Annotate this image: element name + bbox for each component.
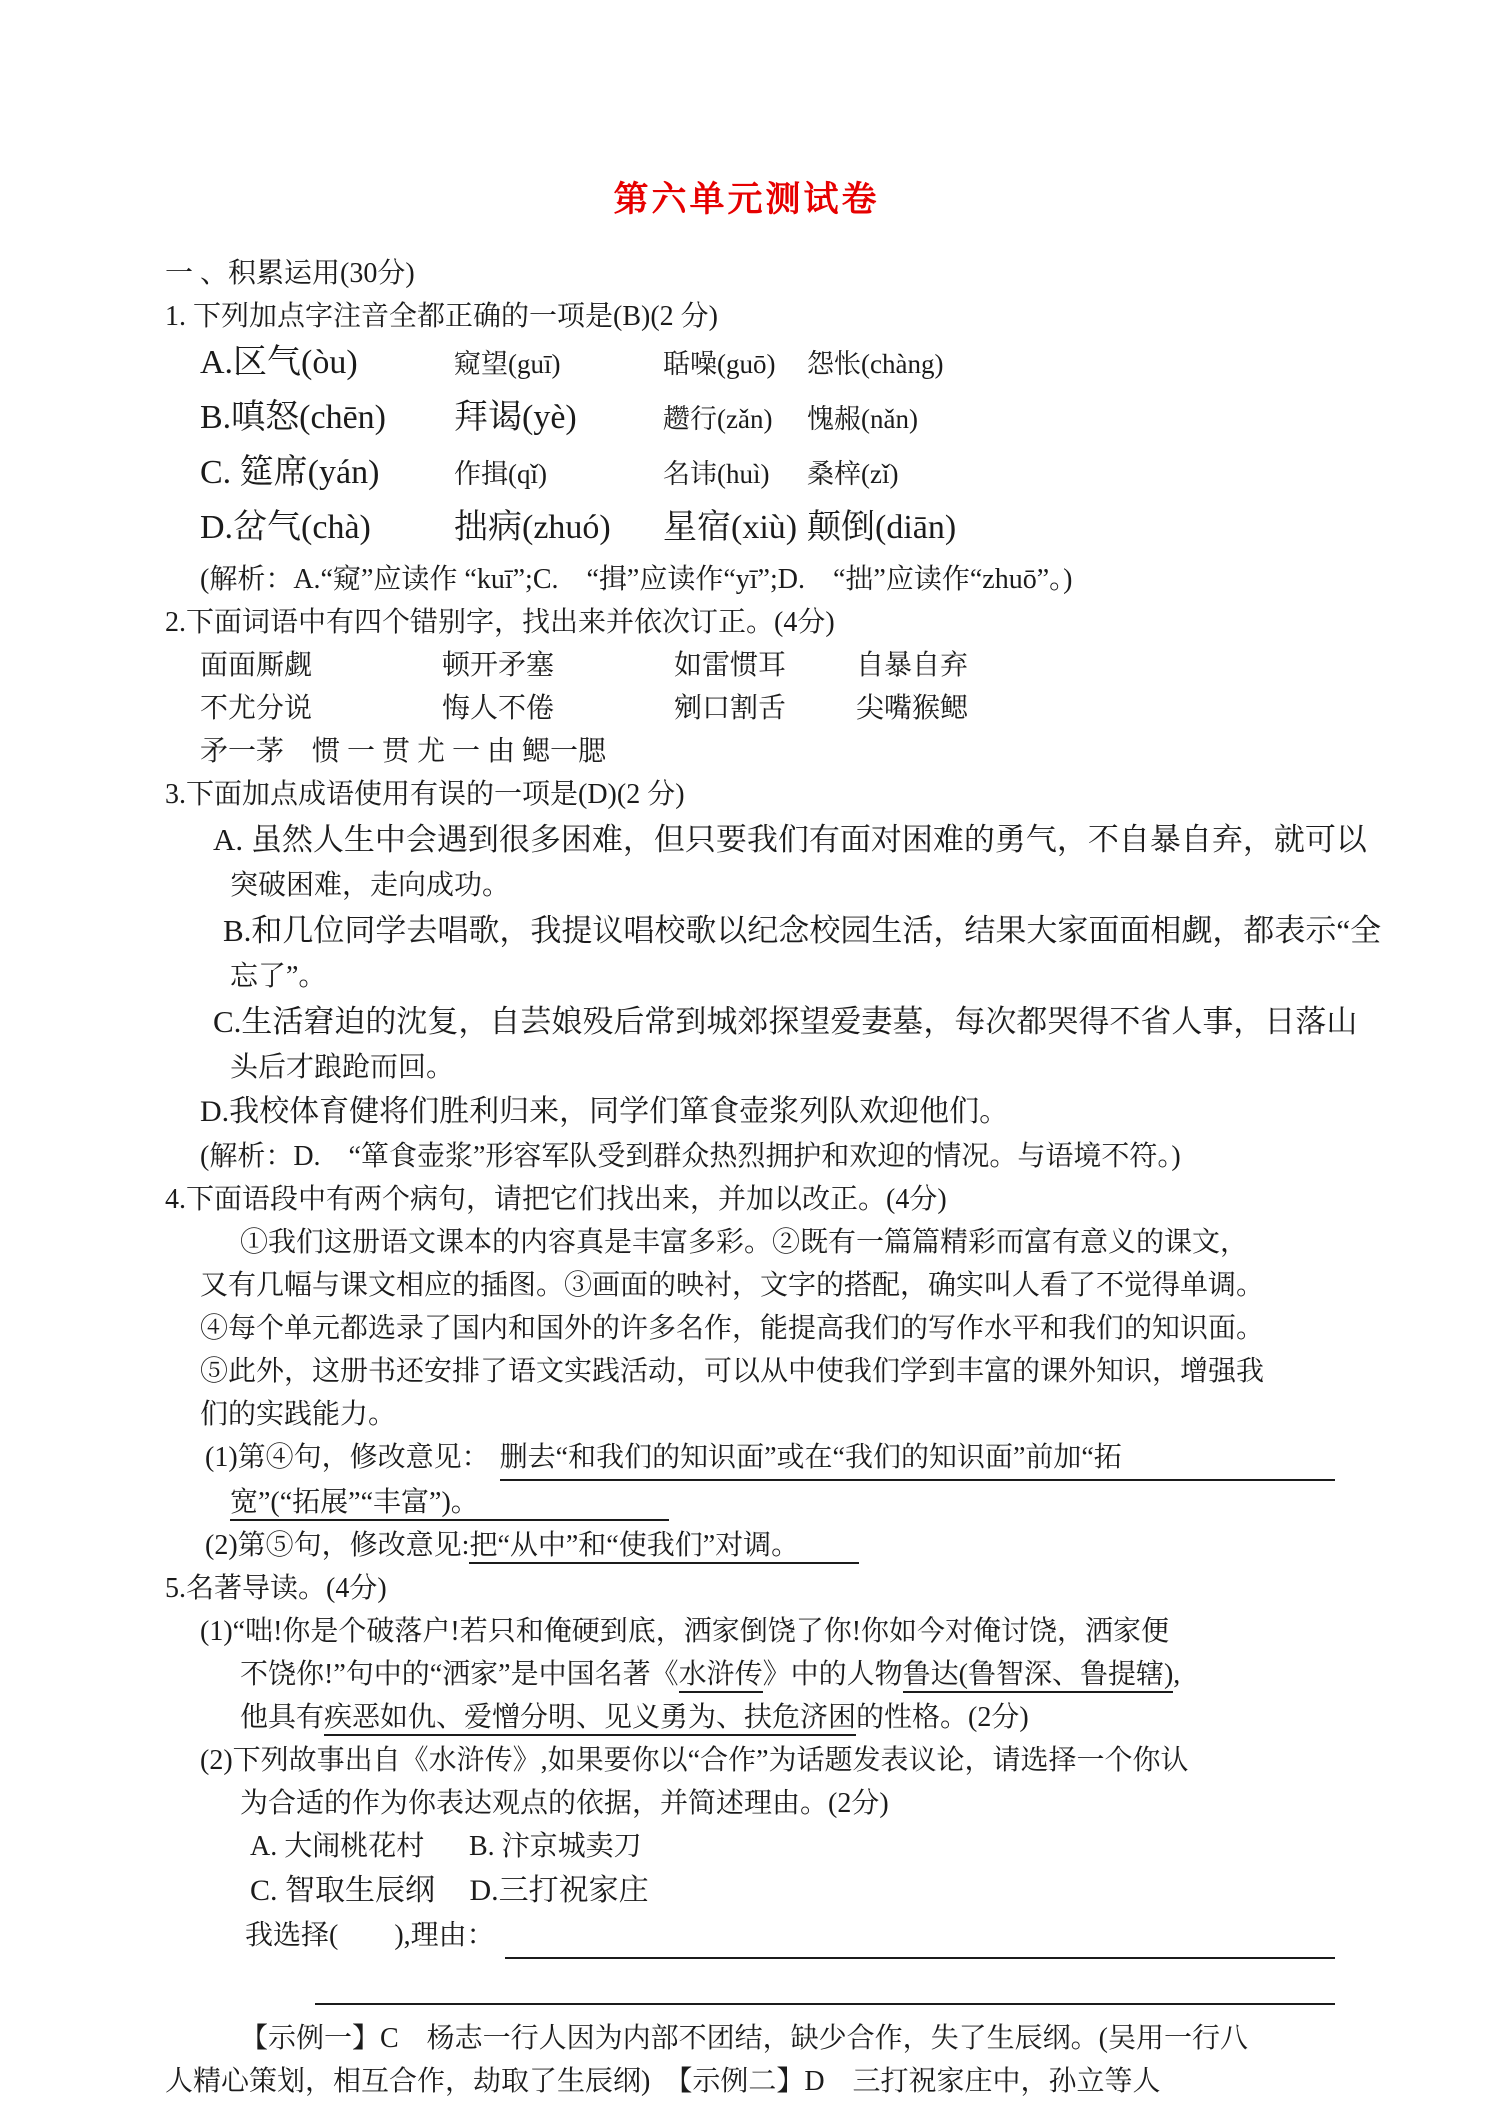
q4-stem: 4.下面语段中有两个病句，请把它们找出来，并加以改正。(4分): [165, 1184, 947, 1215]
q3-option-a-line2: 突破困难，走向成功。: [230, 870, 511, 901]
q4-fix2-answer: 把“从中”和“使我们”对调。: [469, 1530, 859, 1564]
q4-fix2-label: (2)第⑤句，修改意见:: [205, 1530, 470, 1561]
q4-paragraph-line-2: 又有几幅与课文相应的插图。③画面的映衬，文字的搭配，确实叫人看了不觉得单调。: [200, 1270, 1265, 1301]
q4-fix1-answer-underline: 删去“和我们的知识面”或在“我们的知识面”前加“拓: [500, 1436, 1335, 1481]
q1-c-word-4: 桑梓(zǐ): [807, 459, 899, 489]
q3-option-b-line1: B.和几位同学去唱歌，我提议唱校歌以纪念校园生活，结果大家面面相觑，都表示“全: [223, 913, 1382, 948]
q4-fix1-line: [205, 1436, 1335, 1481]
q3-analysis: (解析：D. “箪食壶浆”形容军队受到群众热烈拥护和欢迎的情况。与语境不符。): [200, 1141, 1181, 1172]
q5-book-title-underlined: 水浒传: [679, 1659, 763, 1693]
q5-choice-c: C. 智取生辰纲: [250, 1874, 436, 1907]
q5-choice-d: D.三打祝家庄: [469, 1874, 649, 1907]
q3-option-b-line2: 忘了”。: [230, 961, 327, 992]
q2-word-2: 顿开矛塞: [442, 650, 555, 681]
q1-b-word-3: 趱行(zǎn): [663, 404, 773, 434]
q5-reason-blank-line: [505, 1914, 1335, 1959]
q1-a-word-4: 怨怅(chàng): [807, 349, 944, 379]
q1-analysis: (解析：A.“窥”应读作 “kuī”;C. “揖”应读作“yī”;D. “拙”应读作“zhuō”。): [200, 564, 1073, 595]
q5-choice-a: A. 大闹桃花村: [250, 1831, 425, 1862]
q2-word-4: 自暴自弃: [856, 650, 969, 681]
q4-paragraph-line-4: ⑤此外，这册书还安排了语文实践活动，可以从中使我们学到丰富的课外知识，增强我: [200, 1356, 1265, 1387]
q5-part1-line2-text-e: ,: [1173, 1659, 1181, 1690]
q5-example-line1: 【示例一】C 杨志一行人因为内部不团结，缺少合作，失了生辰纲。(吴用一行八: [240, 2023, 1249, 2054]
q2-word-6: 悔人不倦: [442, 693, 555, 724]
q5-example-line2: 人精心策划，相互合作，劫取了生辰纲) 【示例二】D 三打祝家庄中，孙立等人: [165, 2066, 1161, 2097]
q5-part2-line2: 为合适的作为你表达观点的依据，并简述理由。(2分): [240, 1788, 889, 1819]
q5-part1-line2-text-a: 不饶你!”句中的“洒家”是中国名著《: [240, 1659, 679, 1690]
q2-word-row-2: [200, 687, 1335, 730]
q1-a-word-3: 聒噪(guō): [663, 349, 776, 379]
q1-a-word-2: 窥望(guī): [454, 349, 561, 379]
q1-c-word-2: 作揖(qǐ): [454, 459, 547, 489]
q5-choices-row-1: [250, 1825, 1335, 1868]
q1-d-word-3: 星宿(xiù): [663, 509, 798, 546]
q2-word-3: 如雷惯耳: [674, 650, 787, 681]
q5-part1-line1: (1)“咄!你是个破落户!若只和俺硬到底，洒家倒饶了你!你如今对俺讨饶，洒家便: [200, 1616, 1170, 1647]
q2-word-7: 剜口割舌: [674, 693, 787, 724]
q4-fix1-answer-part2: 宽”(“拓展”“丰富”)。: [230, 1487, 669, 1521]
q2-word-row-1: [200, 644, 1335, 687]
q1-option-a-row: [200, 338, 1335, 393]
q3-stem: 3.下面加点成语使用有误的一项是(D)(2 分): [165, 779, 685, 810]
q1-d-word-4: 颠倒(diān): [807, 509, 957, 546]
q1-a-word-1: A.区气(òu): [200, 344, 358, 381]
q2-answer: 矛一茅 惯 一 贯 尤 一 由 鳃一腮: [200, 736, 607, 767]
answer-blank-rule: [315, 1995, 1335, 2005]
q1-option-c-row: [200, 448, 1335, 503]
q1-b-word-2: 拜谒(yè): [454, 399, 577, 436]
q5-part2-line1: (2)下列故事出自《水浒传》,如果要你以“合作”为话题发表议论，请选择一个你认: [200, 1745, 1189, 1776]
q4-fix1-continuation: [230, 1481, 1335, 1524]
q1-c-word-1: C. 筵席(yán): [200, 454, 380, 491]
q2-word-1: 面面厮觑: [200, 650, 313, 681]
q2-stem: 2.下面词语中有四个错别字，找出来并依次订正。(4分): [165, 607, 835, 638]
q2-word-8: 尖嘴猴鳃: [856, 693, 969, 724]
q5-choices-row-2: [250, 1868, 1335, 1914]
q4-fix2-line: [205, 1524, 1335, 1567]
q5-choice-b: B. 汴京城卖刀: [469, 1831, 642, 1862]
q1-c-word-3: 名讳(huì): [663, 459, 770, 489]
q5-part1-line3-text-c: 的性格。(2分): [856, 1702, 1029, 1733]
q1-d-word-2: 拙病(zhuó): [454, 509, 611, 546]
q5-part1-line2-text-c: 》中的人物: [762, 1659, 903, 1690]
q3-option-c-line2: 头后才踉跄而回。: [230, 1052, 455, 1083]
q4-fix1-label: (1)第④句，修改意见：: [205, 1442, 490, 1473]
page-content: [0, 252, 1493, 2103]
q2-word-5: 不尤分说: [200, 693, 313, 724]
page-title: 第六单元测试卷: [613, 180, 880, 219]
q1-option-b-row: [200, 393, 1335, 448]
q5-part1-line3: [240, 1696, 1335, 1739]
q3-option-c-line1: C.生活窘迫的沈复，自芸娘殁后常到城郊探望爱妻墓，每次都哭得不省人事，日落山: [213, 1004, 1358, 1039]
q4-paragraph-line-1: ①我们这册语文课本的内容真是丰富多彩。②既有一篇篇精彩而富有意义的课文，: [240, 1227, 1249, 1258]
q5-stem: 5.名著导读。(4分): [165, 1573, 387, 1604]
q5-part1-line3-text-a: 他具有: [240, 1702, 325, 1733]
q5-part1-line2: [240, 1653, 1335, 1696]
q5-traits-answer-underlined: 疾恶如仇、爱憎分明、见义勇为、扶危济困: [324, 1702, 856, 1736]
q1-b-word-4: 愧赧(nǎn): [807, 404, 918, 434]
q4-paragraph-line-5: 们的实践能力。: [200, 1399, 397, 1430]
q5-character-answer-underlined: 鲁达(鲁智深、鲁提辖): [903, 1659, 1174, 1693]
q1-b-word-1: B.嗔怒(chēn): [200, 399, 387, 436]
q1-stem: 1. 下列加点字注音全都正确的一项是(B)(2 分): [165, 301, 718, 332]
q3-option-a-line1: A. 虽然人生中会遇到很多困难，但只要我们有面对困难的勇气，不自暴自弃，就可以: [213, 822, 1367, 857]
section-heading: 一 、积累运用(30分): [165, 258, 415, 289]
q4-paragraph-line-3: ④每个单元都选录了国内和国外的许多名作，能提高我们的写作水平和我们的知识面。: [200, 1313, 1265, 1344]
q1-option-d-row: [200, 503, 1335, 558]
q5-select-line: [245, 1914, 1335, 1959]
q1-d-word-1: D.岔气(chà): [200, 509, 371, 546]
q3-option-d-line: D.我校体育健将们胜利归来，同学们箪食壶浆列队欢迎他们。: [200, 1095, 1010, 1128]
q5-select-label: 我选择( ),理由：: [245, 1920, 495, 1951]
